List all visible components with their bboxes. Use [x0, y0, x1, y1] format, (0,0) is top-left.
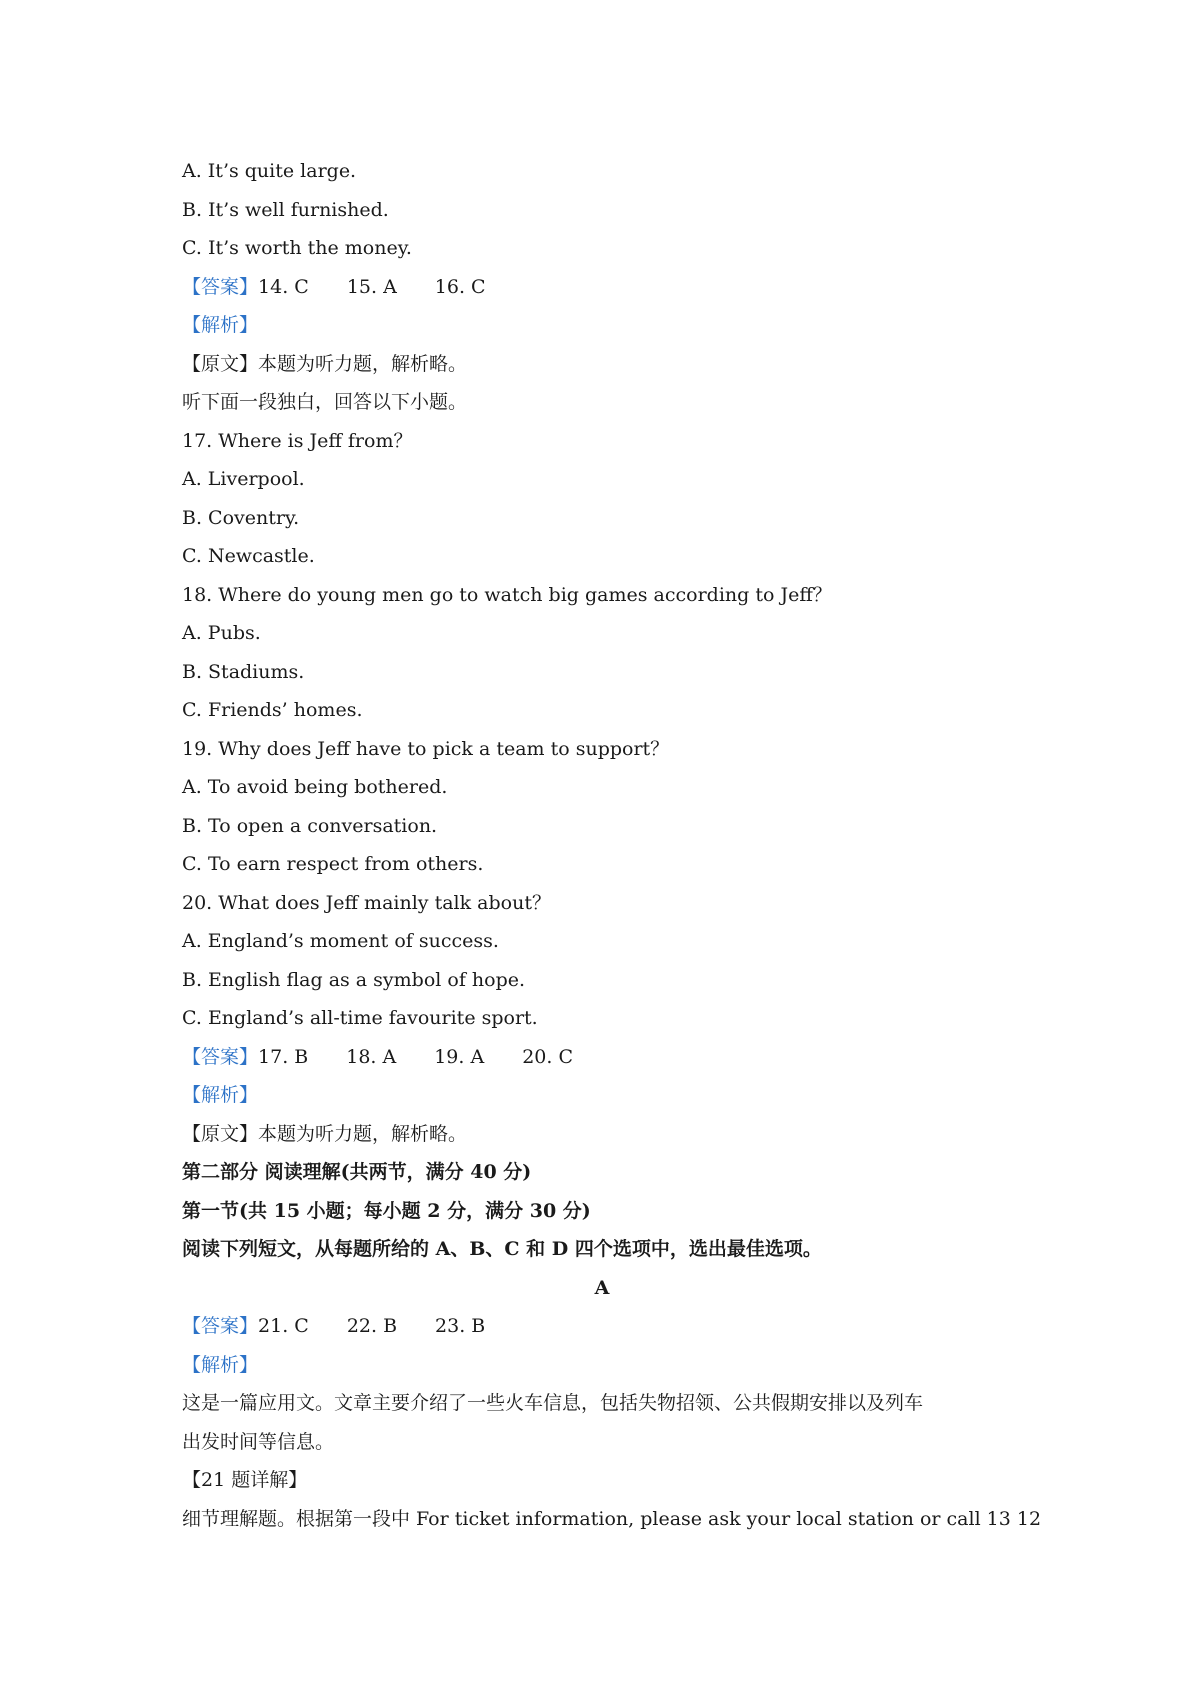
answer-item: 22. B [346, 1315, 398, 1337]
original-note: 【原文】本题为听力题，解析略。 [182, 1122, 468, 1145]
option-c: C. It’s worth the money. [182, 237, 412, 259]
option-c: C. To earn respect from others. [182, 853, 484, 875]
option-a: A. England’s moment of success. [182, 930, 499, 952]
answer-item: 16. C [434, 275, 486, 298]
answer-item: 21. C [258, 1315, 309, 1337]
section-heading: 第一节(共 15 小题；每小题 2 分，满分 30 分) [182, 1199, 591, 1222]
analysis-label: 【解析】 [182, 1084, 259, 1106]
option-a: A. Pubs. [182, 622, 261, 644]
analysis-text: 这是一篇应用文。文章主要介绍了一些火车信息，包括失物招领、公共假期安排以及列车 [182, 1392, 924, 1414]
original-note: 【原文】本题为听力题，解析略。 [182, 352, 468, 375]
option-c: C. Friends’ homes. [182, 699, 363, 721]
answer-label: 【答案】 [182, 275, 259, 298]
document-content [182, 152, 1042, 1538]
answer-item: 20. C [522, 1045, 573, 1068]
answer-item: 19. A [434, 1045, 485, 1068]
question-17: 17. Where is Jeff from？ [182, 429, 413, 452]
option-a: A. It’s quite large. [182, 160, 357, 182]
option-a: A. To avoid being bothered. [182, 776, 448, 798]
answer-label: 【答案】 [182, 1045, 259, 1068]
answer-line [182, 1038, 1022, 1077]
analysis-text: 出发时间等信息。 [182, 1430, 335, 1453]
detail-text: 细节理解题。根据第一段中 For ticket information, please ask your local station or call 13 12 [182, 1507, 1042, 1530]
monologue-intro: 听下面一段独白，回答以下小题。 [182, 391, 468, 413]
question-20: 20. What does Jeff mainly talk about？ [182, 891, 551, 914]
reading-instruction: 阅读下列短文，从每题所给的 A、B、C 和 D 四个选项中，选出最佳选项。 [182, 1238, 822, 1260]
option-a: A. Liverpool. [182, 468, 305, 490]
answer-line [182, 268, 1022, 307]
detail-label: 【21 题详解】 [182, 1469, 308, 1491]
option-b: B. Coventry. [182, 506, 300, 529]
question-19: 19. Why does Jeff have to pick a team to support？ [182, 737, 670, 760]
part-heading: 第二部分 阅读理解(共两节，满分 40 分) [182, 1161, 532, 1183]
answer-item: 14. C [258, 275, 309, 298]
option-b: B. It’s well furnished. [182, 198, 389, 221]
option-b: B. Stadiums. [182, 660, 305, 683]
option-b: B. English flag as a symbol of hope. [182, 968, 526, 991]
option-c: C. Newcastle. [182, 545, 315, 567]
analysis-label: 【解析】 [182, 314, 259, 336]
option-c: C. England’s all-time favourite sport. [182, 1007, 538, 1029]
question-18: 18. Where do young men go to watch big games according to Jeff？ [182, 583, 832, 606]
answer-line [182, 1307, 1022, 1346]
option-b: B. To open a conversation. [182, 814, 438, 837]
analysis-label: 【解析】 [182, 1353, 259, 1376]
answer-item: 23. B [435, 1315, 486, 1337]
answer-label: 【答案】 [182, 1315, 259, 1337]
answer-item: 15. A [346, 275, 397, 298]
answer-item: 17. B [258, 1045, 309, 1068]
passage-label: A [594, 1276, 610, 1299]
answer-item: 18. A [346, 1045, 397, 1068]
